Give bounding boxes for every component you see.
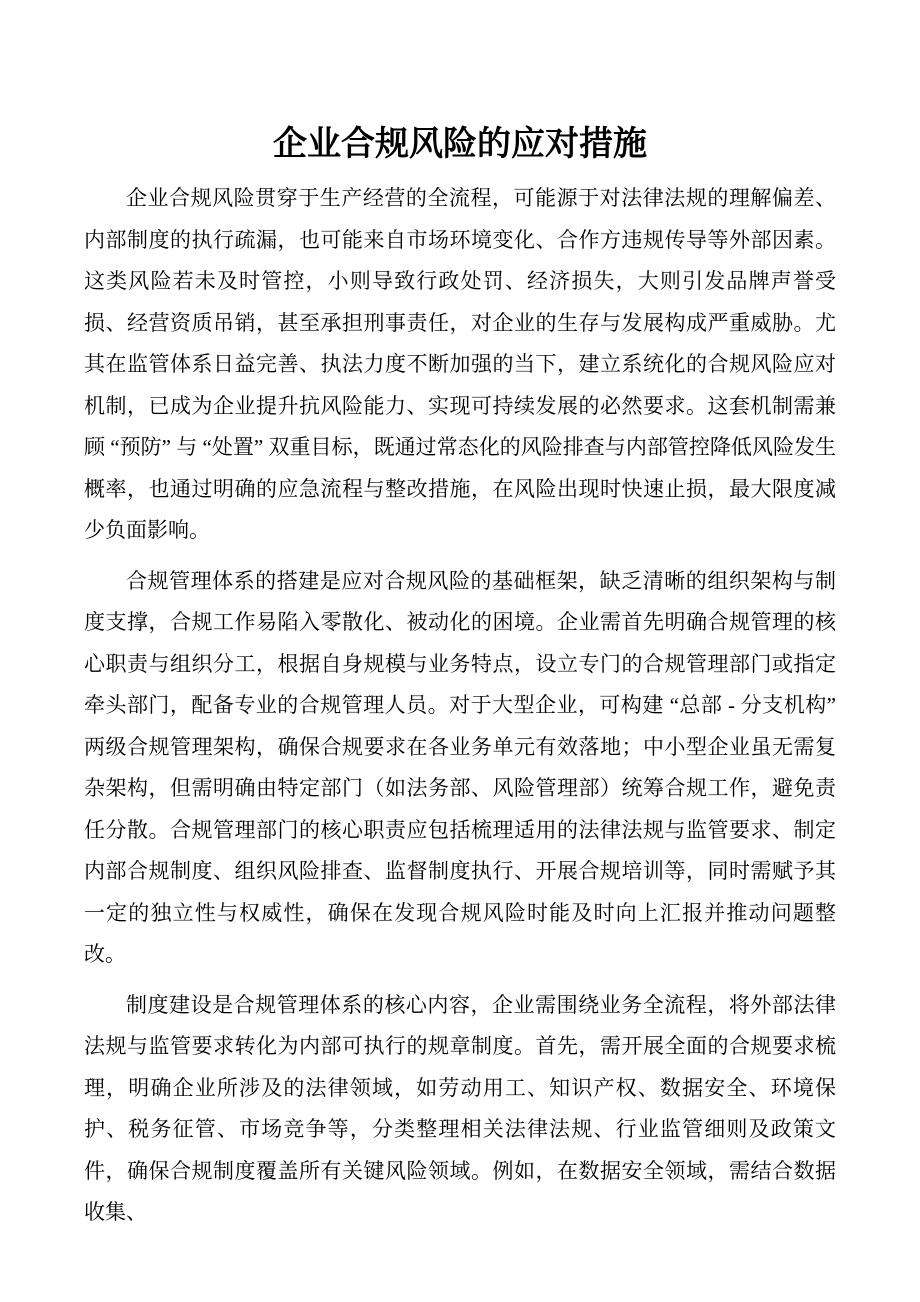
paragraph-1: 企业合规风险贯穿于生产经营的全流程，可能源于对法律法规的理解偏差、内部制度的执行疏漏，也可能来自市场环境变化、合作方违规传导等外部因素。这类风险若未及时管控，小则导致行政处罚、经济损失，大则引发品牌声誉受损、经营资质吊销，甚至承担刑事责任，对企业的生存与发展构成严重威胁。尤其在监管体系日益完善、执法力度不断加强的当下，建立系统化的合规风险应对机制，已成为企业提升抗风险能力、实现可持续发展的必然要求。这套机制需兼顾 “预防” 与 “处置” 双重目标，既通过常态化的风险排查与内部管控降低风险发生概率，也通过明确的应急流程与整改措施，在风险出现时快速止损，最大限度减少负面影响。	[84, 186, 836, 542]
paragraph-2: 合规管理体系的搭建是应对合规风险的基础框架，缺乏清晰的组织架构与制度支撑，合规工作易陷入零散化、被动化的困境。企业需首先明确合规管理的核心职责与组织分工，根据自身规模与业务特点，设立专门的合规管理部门或指定牵头部门，配备专业的合规管理人员。对于大型企业，可构建 “总部 - 分支机构” 两级合规管理架构，确保合规要求在各业务单元有效落地；中小型企业虽无需复杂架构，但需明确由特定部门（如法务部、风险管理部）统筹合规工作，避免责任分散。合规管理部门的核心职责应包括梳理适用的法律法规与监管要求、制定内部合规制度、组织风险排查、监督制度执行、开展合规培训等，同时需赋予其一定的独立性与权威性，确保在发现合规风险时能及时向上汇报并推动问题整改。	[84, 568, 836, 966]
document-title: 企业合规风险的应对措施	[273, 124, 647, 164]
paragraph-3: 制度建设是合规管理体系的核心内容，企业需围绕业务全流程，将外部法律法规与监管要求转化为内部可执行的规章制度。首先，需开展全面的合规要求梳理，明确企业所涉及的法律领域，如劳动用工、知识产权、数据安全、环境保护、税务征管、市场竞争等，分类整理相关法律法规、行业监管细则及政策文件，确保合规制度覆盖所有关键风险领域。例如，在数据安全领域，需结合数据收集、	[84, 992, 836, 1224]
